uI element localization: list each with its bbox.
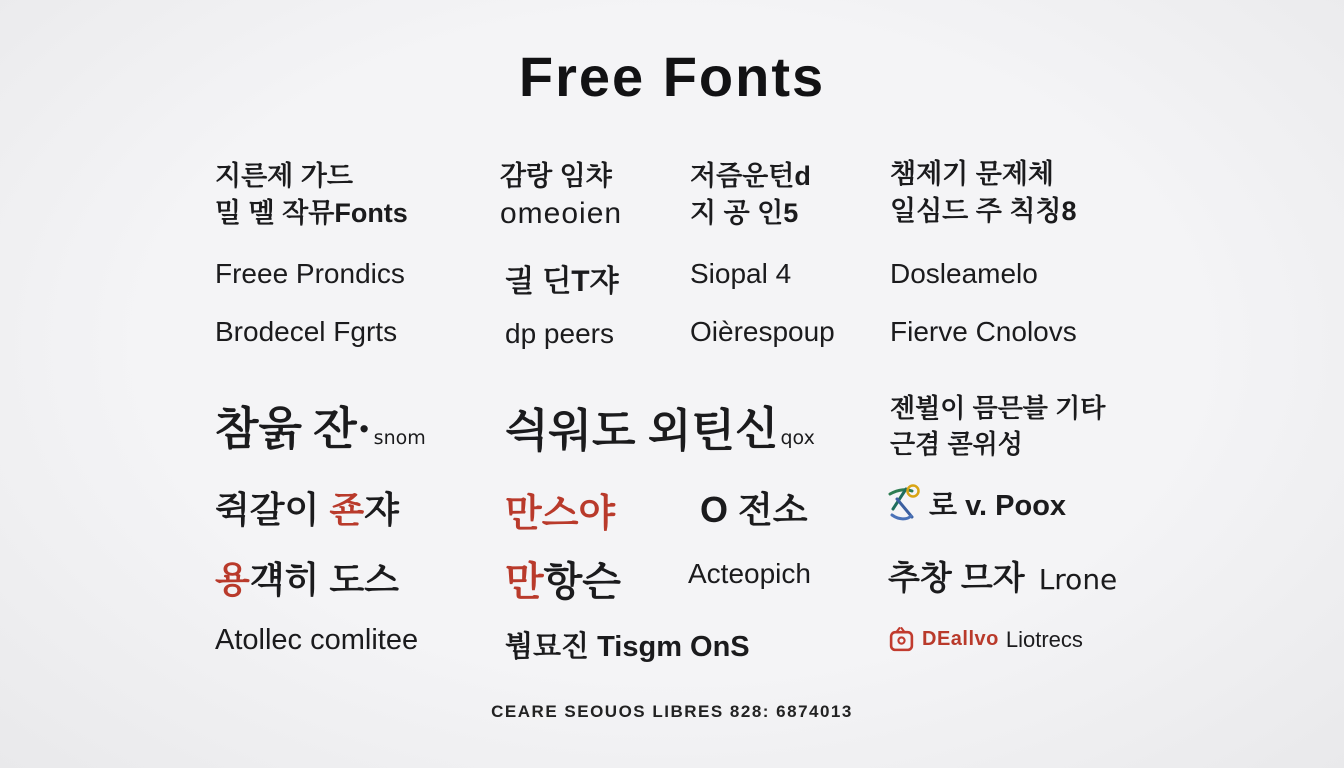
specimen-latin-a-3: Siopal 4 — [690, 258, 792, 289]
specimen-bottom-1: Atollec comlitee — [215, 624, 419, 656]
tv-icon — [888, 626, 915, 653]
specimen-header-4-line1: 챔제기 문제체 — [890, 159, 1054, 189]
specimen-bottom-4-red: DEallvo — [922, 628, 999, 650]
specimen-mixed-b-2 — [505, 550, 621, 607]
specimen-header-4 — [890, 156, 1077, 230]
specimen-mixed-a-1-red: 죤 — [329, 489, 365, 530]
specimen-display-1-sub: snom — [373, 427, 426, 449]
specimen-latin-b-2: dp peers — [505, 318, 614, 349]
specimen-latin-a-4: Dosleamelo — [890, 258, 1038, 289]
specimen-display-4 — [890, 390, 1105, 462]
specimen-header-1-line1: 지른제 가드 — [215, 161, 353, 191]
specimen-mixed-a-1 — [215, 482, 399, 533]
specimen-latin-b-4: Fierve Cnolovs — [890, 316, 1077, 347]
specimen-header-1-line2: 밀 멜 작뮤Fonts — [215, 198, 408, 228]
footer-caption: CEARE SEOUOS LIBRES 828: 6874013 — [491, 702, 853, 721]
specimen-mixed-a-4-text: 로 v. Poox — [929, 489, 1067, 522]
specimen-mixed-b-1 — [215, 552, 399, 603]
specimen-mixed-b-3: Acteopich — [688, 558, 811, 589]
specimen-latin-a-1: Freee Prondics — [215, 258, 405, 289]
specimen-display-2: 싁워도 외틴 — [505, 405, 735, 456]
specimen-display-3-main: 신 — [735, 404, 779, 454]
specimen-mixed-a-2: 만스야 — [505, 493, 616, 535]
specimen-display-4-line1: 젠뷜이 믐믄블 기타 — [890, 393, 1106, 423]
specimen-mixed-b-2-red: 만 — [505, 560, 544, 604]
specimen-header-3 — [690, 158, 811, 232]
specimen-bottom-4 — [888, 626, 1083, 653]
specimen-mixed-b-4-tail: Lrone — [1038, 563, 1118, 596]
specimen-latin-b-3: Oièrespoup — [690, 316, 835, 347]
specimen-latin-b-1: Brodecel Fgrts — [215, 316, 398, 347]
specimen-mixed-a-3: O 전소 — [700, 489, 808, 530]
specimen-bottom-4-post: Liotrecs — [1005, 626, 1083, 652]
specimen-display-3-sub: qox — [780, 427, 815, 449]
specimen-header-1 — [215, 158, 408, 232]
specimen-bottom-2: 붬묘진 Tisgm OnS — [505, 631, 750, 663]
specimen-mixed-a-4 — [886, 482, 1066, 524]
specimen-header-4-line2: 일심드 주 칙칭8 — [890, 196, 1077, 226]
specimen-header-2 — [500, 158, 622, 232]
specimen-display-1-main: 참욹 잔· — [215, 404, 372, 454]
specimen-mixed-b-1-red: 용 — [215, 559, 250, 600]
specimen-mixed-b-1-post: 걕히 도스 — [249, 559, 399, 600]
specimen-mixed-b-4 — [888, 552, 1117, 599]
specimen-latin-a-2: 긜 딘T쟈 — [505, 265, 619, 298]
specimen-header-2-line2: omeoien — [500, 197, 623, 230]
specimen-header-3-line2: 지 공 인5 — [690, 198, 799, 228]
specimen-mixed-b-2-post: 항슨 — [543, 560, 621, 604]
specimen-display-4-line2: 근겸 콛위성 — [890, 429, 1023, 459]
specimen-header-2-line1: 감랑 임챠 — [500, 161, 612, 191]
colorful-doodle-icon — [886, 482, 922, 524]
page-title: Free Fonts — [518, 45, 826, 108]
specimen-display-3 — [735, 392, 815, 457]
specimen-display-1 — [215, 392, 426, 457]
specimen-header-3-line1: 저즘운턴d — [690, 161, 811, 191]
specimen-mixed-a-1-post: 쟈 — [364, 489, 399, 530]
specimen-mixed-b-4-bold: 추창 므자 — [888, 559, 1025, 596]
specimen-mixed-a-1-pre: 쥑갈이 — [215, 489, 330, 530]
